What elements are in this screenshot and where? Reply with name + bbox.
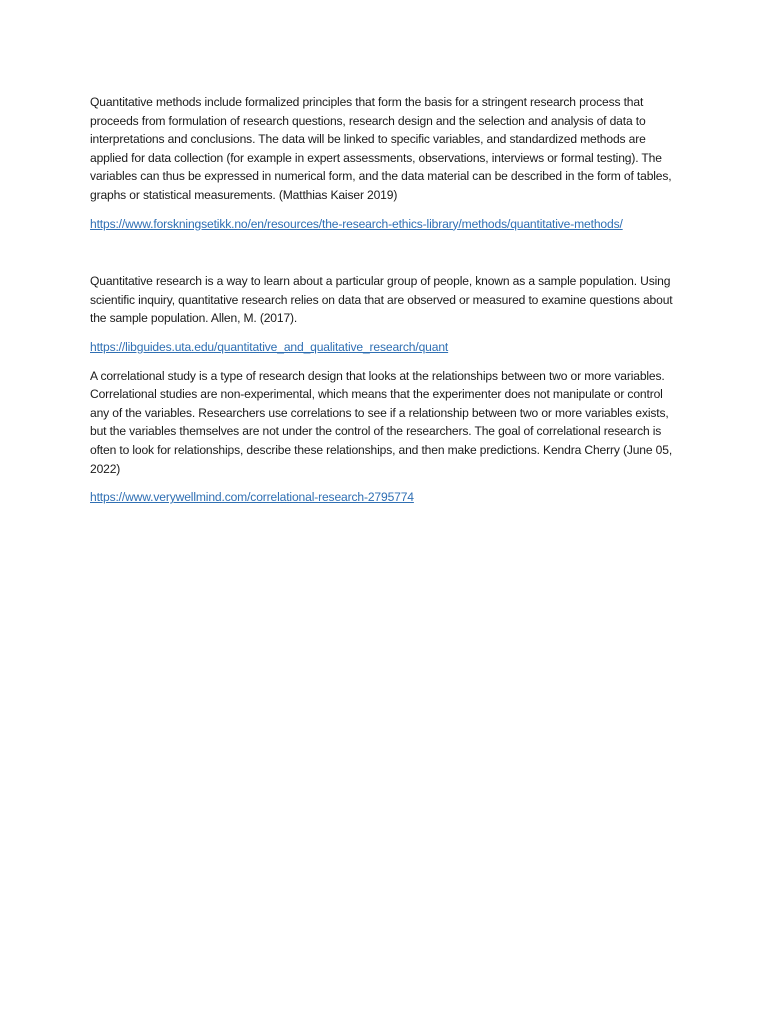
document-body xyxy=(90,93,680,517)
paragraph-quantitative-methods: Quantitative methods include formalized principles that form the basis for a stringent research process that proceeds from formulation of research questions, research design and the selection and analysis of data to interpretations and conclusions. The data will be linked to specific variables, and standardized methods are applied for data collection (for example in expert assessments, observations, interviews or formal testing). The variables can thus be expressed in numerical form, and the data material can be described in the form of tables, graphs or statistical measurements. (Matthias Kaiser 2019) xyxy=(90,95,672,202)
paragraph-correlational-study: A correlational study is a type of research design that looks at the relationships between two or more variables. Correlational studies are non-experimental, which means that the experimenter does not manipulate or control any of the variables. Researchers use correlations to see if a relationship between two or more variables exists, but the variables themselves are not under the control of the researchers. The goal of correlational research is often to look for relationships, describe these relationships, and then make predictions. Kendra Cherry (June 05, 2022) xyxy=(90,368,673,476)
spacer xyxy=(90,243,680,272)
paragraph-quantitative-research: Quantitative research is a way to learn about a particular group of people, known as a sample population. Using scientific inquiry, quantitative research relies on data that are observed or measured to examine questions about the sample population. Allen, M. (2017). xyxy=(90,274,673,326)
link-libguides-uta[interactable]: https://libguides.uta.edu/quantitative_and_qualitative_research/quant xyxy=(90,339,449,354)
link-forskningsetikk[interactable]: https://www.forskningsetikk.no/en/resources/the-research-ethics-library/methods/quantitative-methods/ xyxy=(90,216,623,231)
link-verywellmind[interactable]: https://www.verywellmind.com/correlational-research-2795774 xyxy=(90,490,414,505)
